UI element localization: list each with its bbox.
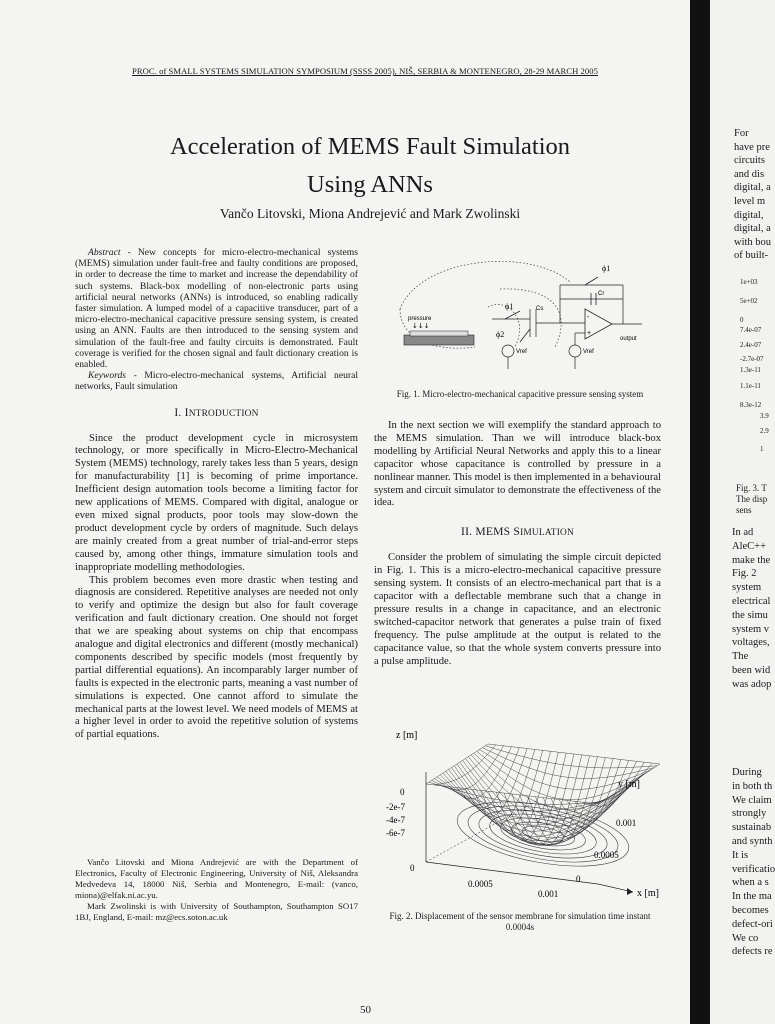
z-tick-1: -2e-7 [386, 802, 405, 812]
figure-label-2: 0 [740, 316, 744, 324]
x-axis-label: x [m] [637, 888, 659, 899]
abstract-label: Abstract [88, 247, 121, 258]
intro-paragraph-2: This problem becomes even more drastic when testing and diagnosis are considered. Repetitive analyses are needed not only to verify and optimize the design but also for fault coverage verification and fault dictionary creation. One should not forget that we are speaking about systems on chip that encompass analogue and digital electronics and different (mostly mechanical) components described by specific models (most frequently by partial differential equations). An incomparably larger number of faults is expected in the electronic parts, meaning a vast number of simulations is expected. One cannot afford to simulate the mechanical parts at the lowest level. We need models of MEMS at a higher level in order to avoid the repetitive solution of systems of partial equations. [75, 574, 358, 741]
figure-label-6: 1.3e-11 [740, 366, 761, 374]
lines3-7: verificatio [732, 863, 775, 875]
y-tick-2: 0 [576, 874, 581, 884]
adjacent-page-fragment [690, 0, 775, 1024]
abstract [75, 247, 358, 393]
title-line-1: Acceleration of MEMS Fault Simulation [169, 133, 571, 160]
mesh-line-u-15 [543, 758, 605, 838]
right-paragraph-1: In the next section we will exemplify the standard approach to the MEMS simulation. Than we will introduce black-box modelling by Artificial Neural Networks and apply this to a linear capacitor whose capacitance is controlled by pressure in a nonlinear manner. This model is then implemented in a behavioural system and circuit simulator to demonstrate the effectiveness of the idea. [374, 420, 661, 509]
paper-title [90, 128, 650, 204]
svg-text:↓↓↓: ↓↓↓ [412, 322, 430, 330]
figure-label-0: 1e+03 [740, 278, 758, 286]
z-tick-2: -4e-7 [386, 815, 405, 825]
conference-header: PROC. of SMALL SYSTEMS SIMULATION SYMPOSIUM (SSSS 2005), NIŠ, SERBIA & MONTENEGRO, 28-29 MARCH 2005 [132, 66, 598, 76]
lines-0: For [734, 128, 749, 139]
lines2-3: Fig. 2 [732, 568, 757, 580]
figure-label-7: 1.1e-11 [740, 382, 761, 390]
footnote-2: Mark Zwolinski is with University of Southampton, Southampton SO17 1BJ, England, E-mail: mz@ecs.soton.ac.uk [75, 901, 358, 922]
caption_lines-1: The disp [736, 494, 768, 504]
figure-label-9: 3.9 [760, 412, 769, 420]
figure-label-5: -2.7e-07 [740, 355, 764, 363]
binding-shadow [690, 0, 710, 1024]
lines3-0: During [732, 767, 762, 778]
y-tick-1: 0.0005 [594, 850, 619, 860]
right-paragraph-2: Consider the problem of simulating the simple circuit depicted in Fig. 1. This is a micro-electro-mechanical capacitive pressure sensing system. It consists of an electro-mechanical part that is a capacitor with a deflectable membrane such that a change in pressure results in a change in capacitance, and an electronic switched-capacitor network that generates a pulse train of fixed frequency. The pulse amplitude at the output is related to the capacitance value, so that the whole system converts pressure into a pulse amplitude. [374, 552, 661, 667]
x-tick-0: 0.0005 [468, 879, 493, 889]
lines3-11: defect-ori [732, 918, 773, 930]
caption_lines-0: Fig. 3. T [736, 483, 767, 493]
lines2-2: make the [732, 554, 771, 566]
figure-label-3: 7.4e-07 [740, 326, 762, 334]
lines2-0: In ad [732, 527, 754, 538]
footnote-1: Vančo Litovski and Miona Andrejević are with the Department of Electronics, Faculty of Electronic Engineering, University of Niš, Aleksandra Medvedeva 14, 18000 Niš, Serbia and Montenegro, E-mail: (vanco, miona)@elfak.ni.ac.yu. [75, 857, 358, 900]
authors: Vančo Litovski, Miona Andrejević and Mark Zwolinski [219, 206, 521, 221]
figure-1-circuit-diagram [380, 247, 660, 377]
pressure-label: pressure [408, 316, 432, 322]
mesh-line-v-7 [446, 771, 618, 840]
contour-line-6 [464, 796, 622, 872]
z-tick-0: 0 [400, 787, 405, 797]
figure-label-4: 2.4e-07 [740, 341, 762, 349]
lines2-10: been wid [732, 665, 771, 676]
figure-label-10: 2.9 [760, 427, 769, 435]
lines2-7: system v [732, 623, 770, 635]
lines3-2: We claim [732, 794, 772, 806]
right-column [374, 420, 661, 668]
lines-5: level m [734, 196, 766, 207]
figure-label-8: 8.3e-12 [740, 401, 762, 409]
figure-1-caption: Fig. 1. Micro-electro-mechanical capacitive pressure sensing system [396, 389, 644, 399]
figure-label-11: 1 [760, 445, 764, 453]
svg-text:-: - [587, 314, 590, 321]
lines3-12: We co [732, 932, 759, 944]
lines3-5: and synth [732, 836, 773, 847]
title-line-2: Using ANNs [307, 171, 433, 198]
label-cs: Cs [536, 306, 544, 312]
figure-2-caption: Fig. 2. Displacement of the sensor membrane for simulation time instant 0.0004s [389, 911, 651, 932]
label-cr: Cr [598, 291, 605, 297]
z-axis-label: z [m] [396, 730, 418, 741]
svg-text:Vref: Vref [516, 349, 527, 355]
lines3-6: It is [732, 849, 749, 861]
lines-1: have pre [734, 141, 770, 153]
lines3-3: strongly [732, 808, 767, 820]
origin-label: 0 [410, 863, 415, 873]
figure-label-1: 5e+02 [740, 297, 758, 305]
lines-4: digital, a [734, 182, 771, 194]
svg-text:Vref: Vref [583, 349, 594, 355]
vref-source-2 [569, 345, 581, 357]
lines-6: digital, [734, 209, 764, 221]
lines3-9: In the ma [732, 891, 772, 903]
lines3-8: when a s [732, 877, 769, 889]
lines-8: with bou [734, 236, 772, 248]
svg-text:+: + [587, 330, 592, 337]
label-phi1-top: ϕ1 [602, 264, 611, 273]
page-number: 50 [360, 1004, 371, 1016]
lines3-10: becomes [732, 905, 769, 916]
label-output: output [620, 336, 637, 342]
mesh-line-u-16 [551, 759, 613, 834]
y-axis-label: y [m] [618, 779, 640, 790]
lines3-1: in both th [732, 780, 773, 792]
section-heading-mems-simulation: II. MEMS SIMULATION [461, 525, 574, 539]
x-tick-1: 0.001 [538, 889, 559, 899]
abstract-text: - New concepts for micro-electro-mechanical systems (MEMS) simulation under fault-free and faulty conditions are proposed, in order to decrease the time to market and increase the dependability of such systems. Black-box modelling of non-electronic parts using artificial neural networks (ANNs) is introduced, so enabling radically faster simulation. A lumped model of a capacitive transducer, part of a micro-electro-mechanical capacitive pressure sensing system, is created using an ANN. Faults are then introduced to the sensing system and simulation of the fault-free and faulty circuits is demonstrated. Fault coverage is verified for the chosen signal and fault dictionary creation is enabled. [75, 247, 358, 371]
lines-9: of built- [734, 250, 769, 262]
lines3-13: defects re [732, 946, 773, 958]
lines2-1: AleC++ [732, 540, 767, 552]
vref-source-1 [502, 345, 514, 357]
section-heading-introduction: I. INTRODUCTION [174, 405, 259, 419]
x-axis [426, 862, 598, 884]
keywords-text: - Micro-electro-mechanical systems, Artificial neural networks, Fault simulation [75, 370, 358, 393]
membrane-substrate [404, 335, 474, 345]
switch-phi1 [505, 311, 520, 319]
keywords-label: Keywords [88, 370, 127, 382]
y-tick-0: 0.001 [616, 818, 637, 828]
figure-2-membrane-plot [378, 722, 663, 907]
label-phi2: ϕ2 [496, 330, 505, 339]
lines2-5: electrical [732, 596, 771, 607]
label-phi1: ϕ1 [505, 302, 514, 311]
contour-line-5 [475, 802, 610, 867]
intro-paragraph-1: Since the product development cycle in microsystem technology, or more specifically in Micro-Electro-Mechanical System (MEMS) technology, rarely takes less than 5 years, design for manufacturability [1] is becoming of prime importance. Inefficient design automation tools become a limiting factor for new applications of MEMS. Compared with digital, analogue or even mixed signal products, poor tools may slow-down the product development cycle by orders of magnitude. Such delays are mainly created from a great number of trial-and-error steps caused by, among other things, immature simulation tools and inappropriate modelling methodologies. [75, 432, 358, 573]
lines-7: digital, a [734, 223, 771, 235]
left-column [75, 247, 358, 742]
lines2-11: was adop [732, 678, 772, 690]
lines3-4: sustainab [732, 822, 772, 834]
lines2-8: voltages, [732, 637, 770, 649]
lines-2: circuits [734, 155, 765, 167]
caption_lines-2: sens [736, 505, 752, 515]
author-footnote [75, 857, 358, 923]
lines2-9: The [732, 651, 749, 663]
lines2-6: the simu [732, 609, 768, 621]
z-tick-3: -6e-7 [386, 828, 405, 838]
mesh-line-v-20 [482, 748, 654, 779]
mesh-line-v-21 [485, 746, 657, 768]
lines-3: and dis [734, 168, 765, 180]
lines2-4: system [732, 582, 762, 594]
